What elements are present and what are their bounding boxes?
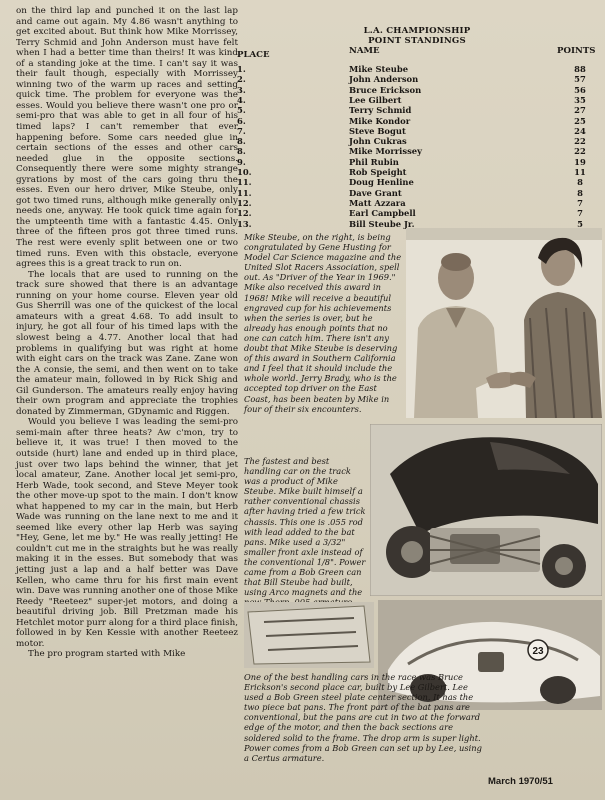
standings-place: 12.	[237, 208, 252, 219]
standings-driver-name: Bruce Erickson	[349, 84, 422, 95]
standings-points: 19	[574, 156, 586, 167]
standings-driver-name: Doug Henline	[349, 177, 414, 188]
standings-place: 4.	[237, 94, 246, 105]
standings-place: 12.	[237, 197, 252, 208]
standings-title-line2: POINT STANDINGS	[368, 36, 466, 46]
standings-points: 56	[574, 84, 586, 95]
standings-points: 57	[574, 74, 586, 85]
article-paragraph: The locals that are used to running on the track sure showed that there is an advantage running on your home course. Eleven year old Gus Sherrill was one of the quickest of the local amateurs with a great 4.68. To add insult to injury, he got all four of his timed laps with the slowest being a 4.77. Another local that had problems in qualifying but was right at home with eight cars on the track was Zane. Zane won the A consie, the semi, and then went on to take the amateur main, followed in by Rick Shig and Gil Gunderson. The amateurs really enjoy having their own program and appreciate the trophies donated by Zimmerman, GDynamic and Riggen.	[16, 269, 238, 417]
standings-points: 5	[577, 218, 583, 229]
standings-points: 35	[574, 94, 586, 105]
photo3-caption	[244, 672, 482, 763]
standings-driver-name: Steve Bogut	[349, 125, 406, 136]
standings-driver-name: Matt Azzara	[349, 197, 406, 208]
standings-place: 11.	[237, 177, 252, 188]
standings-points: 7	[577, 208, 583, 219]
standings-points: 27	[574, 105, 586, 116]
standings-place: 8.	[237, 136, 246, 147]
standings-place: 11.	[237, 187, 252, 198]
article-column	[16, 6, 238, 660]
standings-points: 24	[574, 125, 586, 136]
standings-place: 1.	[237, 64, 246, 74]
standings-driver-name: Mike Steube	[349, 64, 409, 74]
standings-driver-name: Dave Grant	[349, 187, 402, 198]
column-header-name: NAME	[349, 46, 380, 56]
article-paragraph: on the third lap and punched it on the last lap and came out again. My 4.86 wasn't anything to get excited about. But think how Mike Morrissey, Terry Schmid and John Anderson must have felt when I had a better time than theirs! It was kind of a standing joke at the time. I can't say it was their fault though, especially with Morrissey winning two of the warm up races and setting quick time. The problem for everyone was the esses. Would you believe there wasn't one pro or semi-pro that was able to get in all four of his timed laps? I can't remember that ever happening before. Some cars needed glue in certain sections of the esses and other cars needed glue in the opposite sections. Consequently there were some mighty strange gyrations by most of the cars going thru the esses. Even our hero driver, Mike Steube, only got two timed runs, although mike generally only needs one, anyway. He took quick time again for the umpteenth time with a fantastic 4.45. Only three of the fifteen pros got three timed runs. The rest were evenly split between one or two timed runs. Even with this obstacle, everyone agrees this is a great track to run on.	[16, 6, 238, 270]
standings-driver-name: Lee Gilbert	[349, 94, 402, 105]
standings-driver-name: Terry Schmid	[349, 105, 412, 116]
point-standings-table	[232, 24, 602, 229]
standings-place: 5.	[237, 105, 246, 116]
standings-driver-name: Rob Speight	[349, 167, 407, 177]
standings-place: 3.	[237, 84, 246, 95]
standings-points: 22	[574, 146, 586, 157]
standings-place: 10.	[237, 167, 252, 177]
standings-title-line1: L.A. CHAMPIONSHIP	[363, 26, 471, 36]
standings-points: 7	[577, 197, 583, 208]
slot-car-chassis-illustration	[370, 424, 602, 596]
column-header-place: PLACE	[237, 50, 270, 60]
photo1-caption-text: Mike Steube, on the right, is being congratulated by Gene Husting for Model Car Science magazine and the United Slot Racers Association, spell out. As "Driver of the Year in 1969." Mike also received this award in 1968! Mike will receive a beautiful engraved cup for his achievements when the series is over, but he already has enough points that no one can catch him. There isn't any doubt that Mike Steube is deserving of this award in Southern California and I feel that it should include the whole world. Jerry Brady, who is the accepted top driver on the East Coast, has been beaten by Mike in four of their six encounters.	[244, 232, 402, 414]
chassis-top-photo	[244, 602, 374, 668]
standings-place: 2.	[237, 74, 246, 85]
standings-driver-name: John Anderson	[349, 74, 419, 85]
standings-driver-name: John Cukras	[349, 136, 407, 147]
article-paragraph: The pro program started with Mike	[28, 649, 186, 660]
chassis-photo	[370, 424, 602, 596]
photo1-caption	[244, 232, 404, 414]
column-header-points: POINTS	[557, 46, 596, 56]
standings-driver-name: Mike Morrissey	[349, 146, 422, 157]
standings-points: 8	[577, 177, 583, 188]
handshake-photo	[406, 228, 602, 418]
standings-points: 88	[574, 64, 586, 74]
standings-driver-name: Mike Kondor	[349, 115, 411, 126]
article-paragraph: Would you believe I was leading the semi-pro semi-main after three heats? Aw c'mon, try to believe it, it was true! I then moved to the outside (hurt) lane and ended up in third place, just over two laps behind the winner, that jet local amateur, Zane. Another local jet semi-pro, Herb Wade, took second, and Steve Meyer took the other move-up spot to the main. I don't know what happened to my car in the main, but Herb Wade was running on the lane next to me and it seemed like every other lap Herb was saying "Hey, Gene, let me by." He was really jetting! He couldn't cut me in the straights but he was really making it in the esses. But somebody that was jetting just a lap and a half better was Dave Kellen, who came thru for his first main event win. Dave was running another one of those Mike Reedy "Reeteez" super-jet motors, and doing a beautiful driving job. Bill Pretzman made his Hetchlet motor purr along for a third place finish, followed in by Ken Kessie with another Reeteez motor.	[16, 417, 238, 649]
photo3-caption-text: One of the best handling cars in the race was Bruce Erickson's second place car, built by Lee Gilbert. Lee used a Bob Green steel plate center section. It has the two piece bat pans. The front part of the bat pans are conventional, but the pans are cut in two at the forward edge of the motor, and then the back sections are soldered solid to the frame. The drop arm is super light. Power comes from a Bob Green can set up by Lee, using a Certus armature.	[244, 672, 482, 763]
standings-place: 7.	[237, 125, 246, 136]
standings-points: 25	[574, 115, 586, 126]
standings-points: 11	[574, 167, 586, 177]
photo2-caption-text: The fastest and best handling car on the track was a product of Mike Steube. Mike built himself a rather conventional chassis after having tried a few trick chassis. This one is .055 rod with lead added to the bat pans. Mike used a 3/32" smaller front axle instead of the conventional 1/8". Power came from a Bob Green can that Bill Steube had built, using Arco magnets and the	[244, 456, 366, 598]
standings-place: 6.	[237, 115, 246, 126]
standings-place: 13.	[237, 218, 252, 229]
standings-place: 8.	[237, 146, 246, 157]
standings-points: 22	[574, 136, 586, 147]
standings-driver-name: Phil Rubin	[349, 156, 399, 167]
standings-place: 9.	[237, 156, 246, 167]
standings-driver-name: Earl Campbell	[349, 208, 416, 219]
standings-points: 8	[577, 187, 583, 198]
chassis-top-illustration	[244, 602, 374, 668]
standings-driver-name: Bill Steube Jr.	[349, 218, 415, 229]
page-folio: March 1970/51	[488, 776, 553, 787]
handshake-illustration	[406, 228, 602, 418]
car-number-label: 23	[532, 646, 544, 657]
